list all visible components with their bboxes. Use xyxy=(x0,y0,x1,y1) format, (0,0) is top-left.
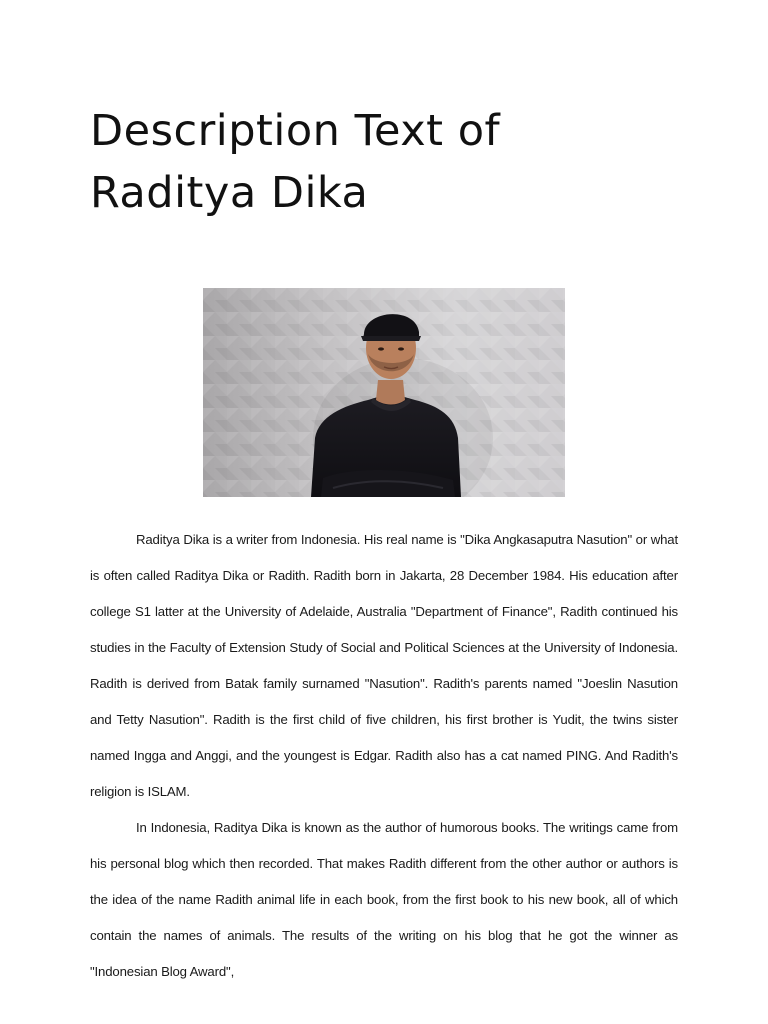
paragraph-1: Raditya Dika is a writer from Indonesia. His real name is "Dika Angkasaputra Nasution" or what is often called Raditya Dika or Radith. Radith born in Jakarta, 28 December 1984. His education after college S1 latter at the University of Adelaide, Australia "Department of Finance", Radith continued his studies in the Faculty of Extension Study of Social and Political Sciences at the University of Indonesia. Radith is derived from Batak family surnamed "Nasution". Radith's parents named "Joeslin Nasution and Tetty Nasution". Radith is the first child of five children, his first brother is Yudit, the twins sister named Ingga and Anggi, and the youngest is Edgar. Radith also has a cat named PING. And Radith's religion is ISLAM. xyxy=(90,532,678,799)
paragraph-2: In Indonesia, Raditya Dika is known as the author of humorous books. The writings came from his personal blog which then recorded. That makes Radith different from the other author or authors is the idea of the name Radith animal life in each book, from the first book to his new book, all of which contain the names of animals. The results of the writing on his blog that he got the winner as "Indonesian Blog Award", xyxy=(90,820,678,979)
title-line-1: Description Text of xyxy=(90,106,501,156)
document-body xyxy=(90,522,678,990)
title-line-2: Raditya Dika xyxy=(90,168,369,218)
portrait-photo xyxy=(203,288,565,497)
document-title xyxy=(90,100,690,224)
